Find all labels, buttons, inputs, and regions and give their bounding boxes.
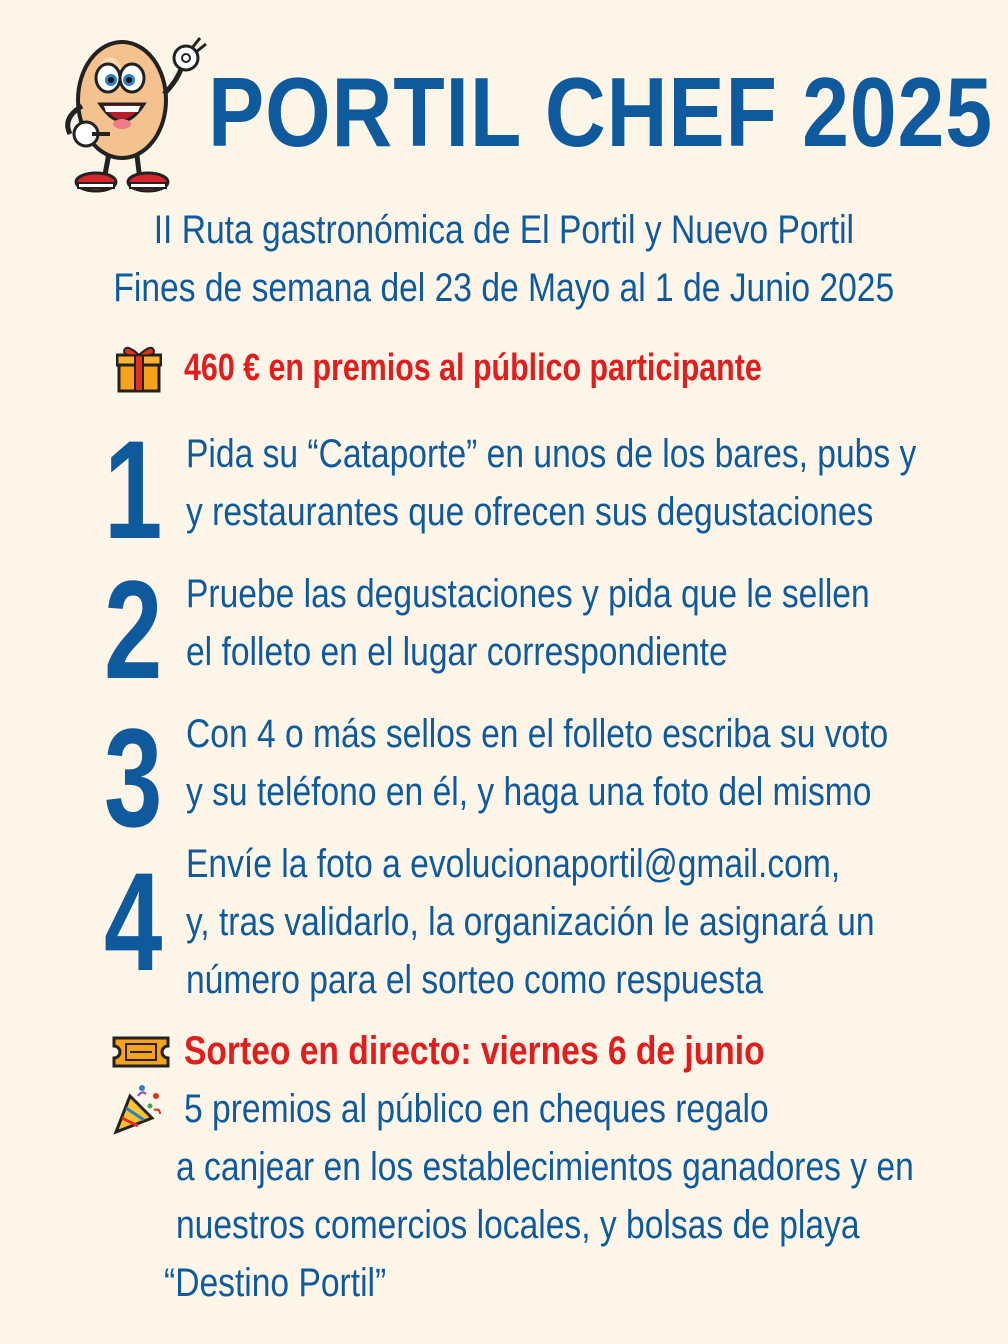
ticket-icon: [112, 1034, 170, 1070]
step-number: 2: [104, 551, 163, 708]
final-prizes-text: nuestros comercios locales, y bolsas de playa: [176, 1203, 860, 1247]
step-number: 4: [104, 843, 163, 1000]
step-text: Con 4 o más sellos en el folleto escriba su voto: [186, 712, 889, 756]
step-text: y su teléfono en él, y haga una foto del mismo: [186, 770, 872, 814]
party-popper-icon: [112, 1082, 164, 1136]
step-text: Pida su “Cataporte” en unos de los bares, pubs y: [186, 432, 917, 476]
final-prizes-text: 5 premios al público en cheques regalo: [184, 1087, 769, 1131]
page-title: PORTIL CHEF 2025: [208, 57, 994, 167]
step-text: número para el sorteo como respuesta: [186, 958, 764, 1002]
final-prizes-text: a canjear en los establecimientos ganadores y en: [176, 1145, 914, 1189]
step-text: el folleto en el lugar correspondiente: [186, 630, 728, 674]
step-text: y restaurantes que ofrecen sus degustaciones: [186, 490, 874, 534]
step-text: y, tras validarlo, la organización le asignará un: [186, 900, 875, 944]
gift-icon: [116, 343, 162, 393]
prizes-text: 460 € en premios al público participante: [184, 346, 762, 389]
step-text: Pruebe las degustaciones y pida que le sellen: [186, 572, 870, 616]
step-text: Envíe la foto a evolucionaportil@gmail.com,: [186, 842, 841, 886]
draw-date-text: Sorteo en directo: viernes 6 de junio: [184, 1029, 765, 1073]
step-number: 1: [104, 411, 163, 568]
step-number: 3: [104, 699, 163, 856]
final-prizes-text: “Destino Portil”: [164, 1261, 387, 1305]
subtitle-route: II Ruta gastronómica de El Portil y Nuevo Portil: [153, 208, 855, 252]
egg-mascot-icon: [40, 30, 210, 195]
subtitle-dates: Fines de semana del 23 de Mayo al 1 de Junio 2025: [113, 266, 895, 310]
prize-banner: [116, 342, 906, 394]
